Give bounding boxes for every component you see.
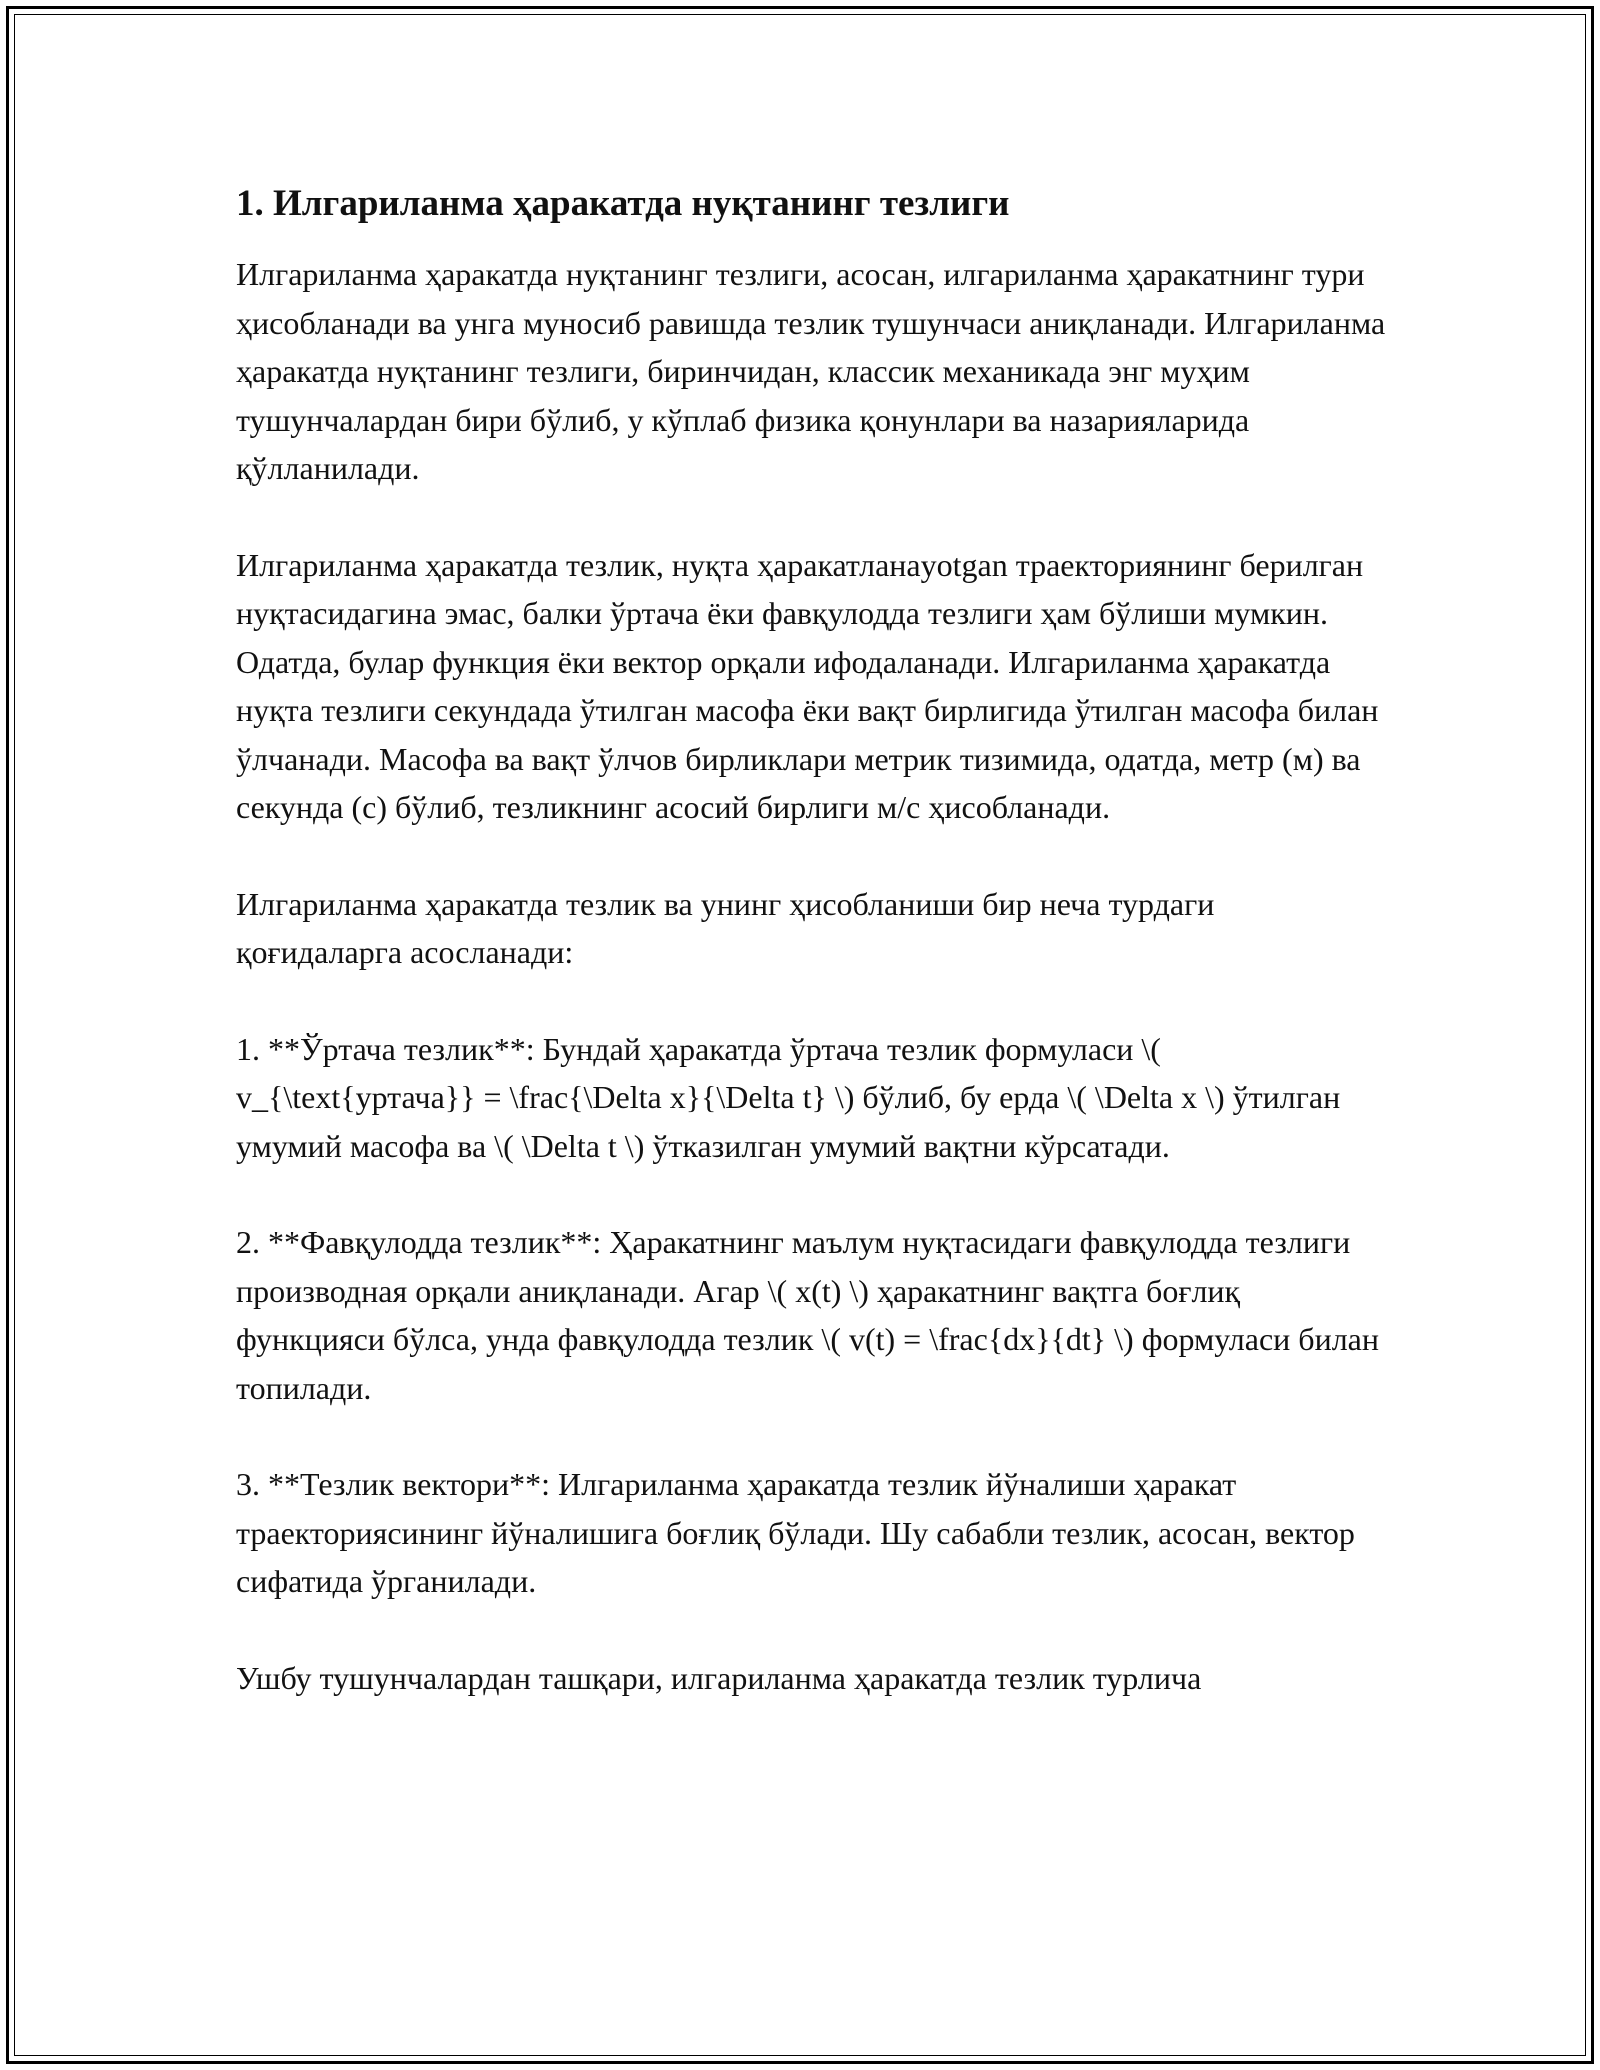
- paragraph-intro: Илгариланма ҳаракатда нуқтанинг тезлиги, асосан, илгариланма ҳаракатнинг тури ҳисобланади ва унга муносиб равишда тезлик тушунчаси аниқланади. Илгариланма ҳаракатда нуқтанинг тезлиги, биринчидан, классик механикада энг муҳим тушунчалардан бири бўлиб, у кўплаб физика қонунлари ва назарияларида қўлланилади.: [236, 256, 1386, 487]
- paragraph-speed-types: Илгариланма ҳаракатда тезлик, нуқта ҳаракатланаyotgan траекториянинг берилган нуқтасидагина эмас, балки ўртача ёки фавқулодда тезлиги ҳам бўлиши мумкин. Одатда, булар функция ёки вектор орқали ифодаланади. Илгариланма ҳаракатда нуқта тезлиги секундада ўтилган масофа ёки вақт бирлигида ўтилган масофа билан ўлчанади. Масофа ва вақт ўлчов бирликлари метрик тизимида, одатда, метр (м) ва секунда (с) бўлиб, тезликнинг асосий бирлиги м/с ҳисобланади.: [236, 546, 1379, 826]
- paragraph-continuation: Ушбу тушунчалардан ташқари, илгариланма ҳаракатда тезлик турлича: [236, 1659, 1202, 1696]
- document-page: [236, 180, 1386, 1750]
- document-title: 1. Илгариланма ҳаракатда нуқтанинг тезлиги: [236, 183, 1010, 224]
- list-item-average-speed: 1. **Ўртача тезлик**: Бундай ҳаракатда ўртача тезлик формуласи \( v_{\text{уртача}} = \frac{\Delta x}{\Delta t} \) бўлиб, бу ерда \( \Delta x \) ўтилган умумий масофа ва \( \Delta t \) ўтказилган умумий вақтни кўрсатади.: [236, 1030, 1341, 1164]
- list-item-instant-speed: 2. **Фавқулодда тезлик**: Ҳаракатнинг маълум нуқтасидаги фавқулодда тезлиги производная орқали аниқланади. Агар \( x(t) \) ҳаракатнинг вақтга боғлиқ функцияси бўлса, унда фавқулодда тезлик \( v(t) = \frac{dx}{dt} \) формуласи билан топилади.: [236, 1224, 1379, 1406]
- paragraph-rules-lead: Илгариланма ҳаракатда тезлик ва унинг ҳисобланиши бир неча турдаги қоғидаларга асосланади:: [236, 885, 1215, 971]
- list-item-speed-vector: 3. **Тезлик вектори**: Илгариланма ҳаракатда тезлик йўналиши ҳаракат траекториясининг йўналишига боғлиқ бўлади. Шу сабабли тезлик, асосан, вектор сифатида ўрганилади.: [236, 1466, 1355, 1600]
